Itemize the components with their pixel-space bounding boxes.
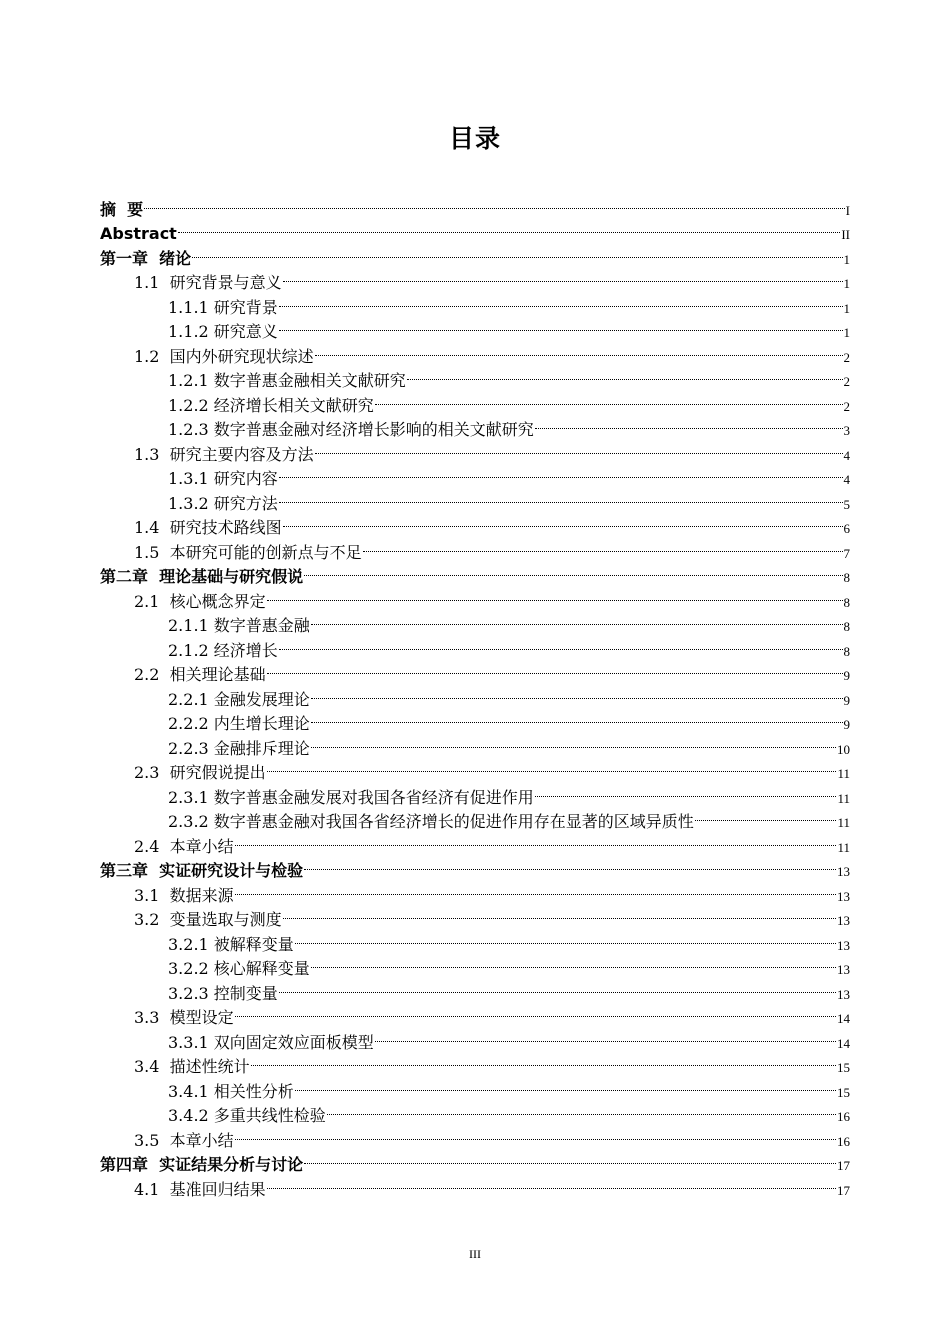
toc-entry-page: 3 xyxy=(843,423,850,438)
page-number: III xyxy=(469,1247,481,1261)
dot-leader xyxy=(251,1048,836,1073)
toc-entry-page: 11 xyxy=(837,766,850,781)
toc-entry-label: 摘 要 xyxy=(100,199,144,219)
toc-entry-page: 5 xyxy=(843,496,850,512)
toc-entry-label: 3.5 本章小结 xyxy=(134,1130,234,1150)
toc-entry-page: 8 xyxy=(843,643,850,659)
toc-entry-label: 2.2 相关理论基础 xyxy=(134,665,266,684)
dot-leader xyxy=(295,1072,836,1097)
dot-leader xyxy=(235,999,836,1024)
toc-entry-page: 15 xyxy=(837,1060,850,1075)
dot-leader xyxy=(535,778,837,803)
toc-entry-page: 13 xyxy=(837,986,850,1002)
toc-entry-page: 1 xyxy=(843,300,850,316)
toc-entry-label: 1.2.2 经济增长相关文献研究 xyxy=(168,395,374,415)
dot-leader xyxy=(363,533,843,558)
toc-entry-page: 13 xyxy=(837,888,850,904)
toc-entry-page: 17 xyxy=(837,1182,850,1198)
dot-leader xyxy=(235,827,837,852)
toc-entry-page: 16 xyxy=(837,1109,850,1124)
toc-entry-page: 1 xyxy=(843,276,850,291)
toc-entry-page: 7 xyxy=(843,545,850,561)
toc-entry-label: 3.2.2 核心解释变量 xyxy=(168,959,310,978)
dot-leader xyxy=(178,215,841,240)
dot-leader xyxy=(267,754,837,779)
toc-entry-label: 3.2.1 被解释变量 xyxy=(168,934,294,954)
toc-entry-label: 2.4 本章小结 xyxy=(134,836,234,856)
dot-leader xyxy=(283,509,843,534)
toc-entry-page: 11 xyxy=(837,815,850,830)
dot-leader xyxy=(235,1121,836,1146)
toc-entry[interactable] xyxy=(100,215,850,243)
toc-entry-label: 1.2.1 数字普惠金融相关文献研究 xyxy=(168,371,406,390)
toc-entry-page: 8 xyxy=(843,570,850,585)
toc-entry-label: 3.3 模型设定 xyxy=(134,1008,234,1027)
toc-entry-label: 2.2.3 金融排斥理论 xyxy=(168,738,310,758)
toc-entry-label: 1.1.2 研究意义 xyxy=(168,322,278,341)
dot-leader xyxy=(295,925,836,950)
toc-entry-label: 3.1 数据来源 xyxy=(134,885,234,905)
toc-entry-label: 3.2 变量选取与测度 xyxy=(134,910,282,929)
toc-entry-page: 13 xyxy=(837,913,850,928)
toc-entry-label: 第一章 绪论 xyxy=(100,248,192,268)
toc-entry-label: 1.2.3 数字普惠金融对经济增长影响的相关文献研究 xyxy=(168,420,534,439)
dot-leader xyxy=(407,362,843,387)
toc-entry-label: 1.1 研究背景与意义 xyxy=(134,273,282,292)
toc-entry-label: 3.4.1 相关性分析 xyxy=(168,1081,294,1101)
dot-leader xyxy=(327,1097,836,1122)
dot-leader xyxy=(279,974,836,999)
toc-entry-page: 4 xyxy=(843,447,850,463)
toc-entry-page: 13 xyxy=(837,864,850,879)
toc-entry[interactable] xyxy=(100,239,850,268)
toc-entry-page: 4 xyxy=(843,472,850,487)
toc-entry-page: 13 xyxy=(837,937,850,953)
table-of-contents xyxy=(100,190,850,1199)
toc-entry-page: 2 xyxy=(843,349,850,365)
toc-entry-page: II xyxy=(841,227,850,242)
toc-entry-label: 3.4 描述性统计 xyxy=(134,1057,250,1076)
toc-entry-label: 2.3.2 数字普惠金融对我国各省经济增长的促进作用存在显著的区域异质性 xyxy=(168,812,694,831)
dot-leader xyxy=(535,411,843,436)
toc-entry-page: 1 xyxy=(843,325,850,340)
page-title: 目录 xyxy=(448,124,501,153)
toc-entry-label: 2.1.1 数字普惠金融 xyxy=(168,616,310,635)
toc-entry-page: 6 xyxy=(843,521,850,536)
toc-entry-label: 2.2.2 内生增长理论 xyxy=(168,714,310,733)
dot-leader xyxy=(144,190,845,215)
dot-leader xyxy=(192,239,842,264)
toc-entry-label: 第三章 实证研究设计与检验 xyxy=(100,861,304,880)
toc-entry-label: 3.3.1 双向固定效应面板模型 xyxy=(168,1032,374,1052)
dot-leader xyxy=(311,680,843,705)
toc-entry-page: 9 xyxy=(843,668,850,683)
dot-leader xyxy=(311,950,836,975)
dot-leader xyxy=(279,313,843,338)
toc-entry-label: 2.3 研究假说提出 xyxy=(134,763,266,782)
dot-leader xyxy=(267,582,843,607)
dot-leader xyxy=(375,386,843,411)
dot-leader xyxy=(283,264,843,289)
toc-entry-page: I xyxy=(845,202,850,218)
toc-entry-page: 10 xyxy=(837,741,850,757)
toc-entry-page: 1 xyxy=(843,251,850,267)
toc-entry-page: 14 xyxy=(837,1011,850,1026)
toc-entry-page: 16 xyxy=(837,1133,850,1149)
toc-entry-label: 2.1.2 经济增长 xyxy=(168,640,278,660)
dot-leader xyxy=(315,435,843,460)
toc-entry[interactable] xyxy=(100,190,850,219)
toc-entry-label: 2.2.1 金融发展理论 xyxy=(168,689,310,709)
toc-entry-label: 4.1 基准回归结果 xyxy=(134,1179,266,1199)
dot-leader xyxy=(279,631,843,656)
toc-entry-label: 1.1.1 研究背景 xyxy=(168,297,278,317)
dot-leader xyxy=(267,656,843,681)
toc-entry-page: 9 xyxy=(843,717,850,732)
toc-entry-label: 2.3.1 数字普惠金融发展对我国各省经济有促进作用 xyxy=(168,787,534,807)
toc-entry-label: 1.3.1 研究内容 xyxy=(168,469,278,488)
dot-leader xyxy=(311,729,836,754)
dot-leader xyxy=(279,288,843,313)
toc-entry-label: 第二章 理论基础与研究假说 xyxy=(100,567,304,586)
dot-leader xyxy=(695,803,837,828)
toc-entry-page: 8 xyxy=(843,619,850,634)
dot-leader xyxy=(283,901,836,926)
dot-leader xyxy=(279,460,843,485)
dot-leader xyxy=(375,1023,836,1048)
toc-entry-label: 2.1 核心概念界定 xyxy=(134,591,266,611)
toc-entry-page: 11 xyxy=(837,839,850,855)
dot-leader xyxy=(267,1170,836,1195)
toc-entry[interactable] xyxy=(100,264,850,292)
toc-entry-page: 2 xyxy=(843,374,850,389)
toc-entry-page: 15 xyxy=(837,1084,850,1100)
toc-entry-label: 1.4 研究技术路线图 xyxy=(134,518,282,537)
toc-entry-page: 2 xyxy=(843,398,850,414)
dot-leader xyxy=(279,484,843,509)
toc-entry-label: 1.2 国内外研究现状综述 xyxy=(134,346,314,366)
toc-entry-label: 第四章 实证结果分析与讨论 xyxy=(100,1155,304,1174)
toc-entry-label: 3.2.3 控制变量 xyxy=(168,983,278,1003)
dot-leader xyxy=(235,876,836,901)
dot-leader xyxy=(304,1146,836,1171)
toc-entry-label: 1.5 本研究可能的创新点与不足 xyxy=(134,542,362,562)
dot-leader xyxy=(311,705,843,730)
toc-entry-label: Abstract xyxy=(100,224,177,243)
toc-entry-page: 9 xyxy=(843,692,850,708)
dot-leader xyxy=(315,337,843,362)
toc-entry-label: 1.3.2 研究方法 xyxy=(168,493,278,513)
toc-entry-page: 13 xyxy=(837,962,850,977)
toc-entry-page: 11 xyxy=(837,790,850,806)
toc-entry-page: 17 xyxy=(837,1158,850,1173)
dot-leader xyxy=(304,852,836,877)
toc-entry-label: 1.3 研究主要内容及方法 xyxy=(134,444,314,464)
toc-entry-page: 8 xyxy=(843,594,850,610)
dot-leader xyxy=(311,607,843,632)
toc-entry-label: 3.4.2 多重共线性检验 xyxy=(168,1106,326,1125)
toc-entry-page: 14 xyxy=(837,1035,850,1051)
dot-leader xyxy=(304,558,842,583)
